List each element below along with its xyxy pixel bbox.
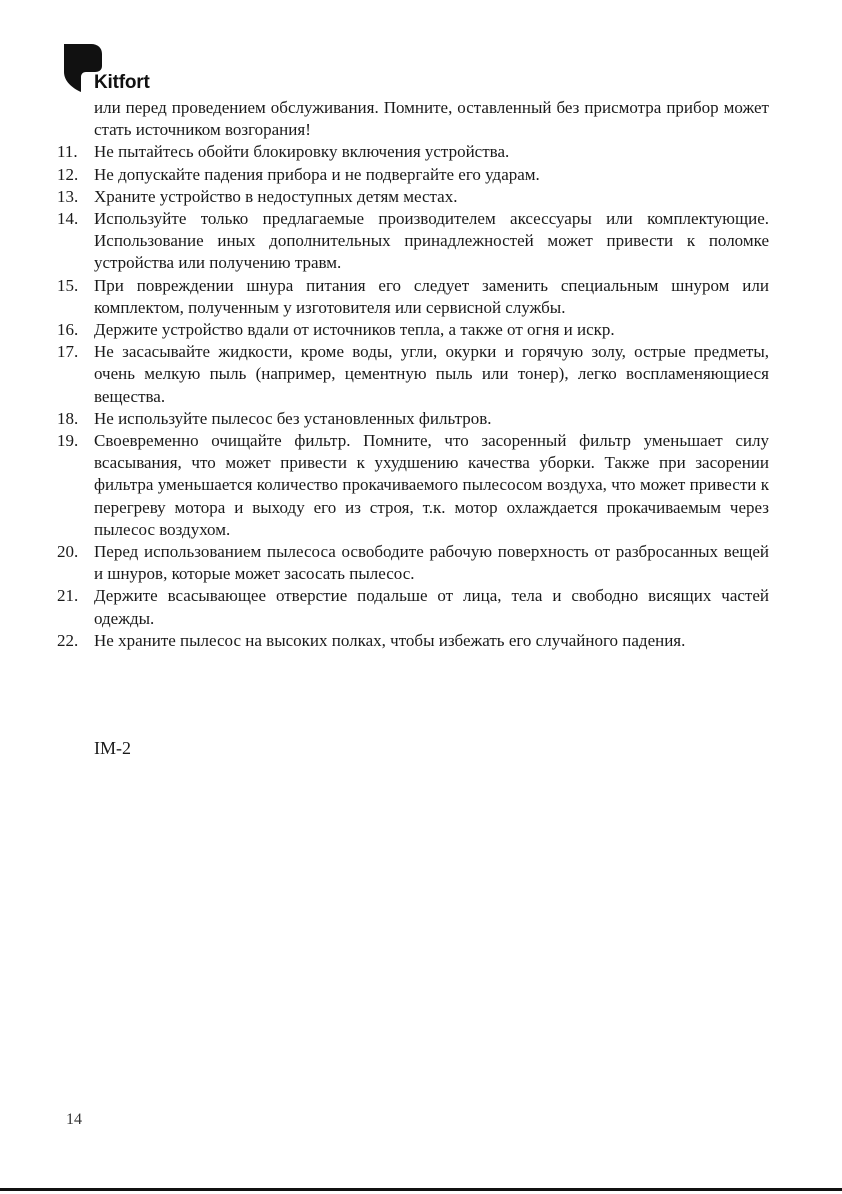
item-text: При повреждении шнура питания его следует заменить специальным шнуром или комплектом, полученным у изготовителя или сервисной службы.: [94, 275, 769, 317]
item-text: Храните устройство в недоступных детям местах.: [94, 186, 458, 206]
list-item: [57, 630, 769, 652]
item-number: 15.: [57, 275, 79, 295]
continued-paragraph: или перед проведением обслуживания. Помните, оставленный без присмотра прибор может стать источником возгорания!: [94, 98, 769, 140]
list-item: [57, 186, 769, 208]
list-item: [57, 408, 769, 430]
brand-name: Kitfort: [94, 72, 150, 93]
list-item: [57, 541, 769, 585]
item-number: 14.: [57, 209, 79, 229]
item-text: Не пытайтесь обойти блокировку включения устройства.: [94, 142, 510, 162]
page-bottom-divider: [0, 1188, 842, 1191]
item-number: 16.: [57, 320, 79, 340]
item-number: 11.: [57, 142, 78, 162]
item-number: 20.: [57, 542, 79, 562]
item-text: Не допускайте падения прибора и не подвергайте его ударам.: [94, 164, 540, 184]
list-item: [57, 430, 769, 541]
list-item: [57, 164, 769, 186]
list-item: [57, 208, 769, 275]
list-item: [57, 141, 769, 163]
page-number: 14: [66, 1111, 82, 1128]
item-text: Не используйте пылесос без установленных фильтров.: [94, 408, 492, 428]
item-number: 13.: [57, 186, 79, 206]
item-text: Не засасывайте жидкости, кроме воды, угли, окурки и горячую золу, острые предметы, очень мелкую пыль (например, цементную пыль или тонер), легко воспламеняющиеся вещества.: [94, 342, 769, 406]
model-code: IM-2: [94, 738, 131, 758]
item-text: Не храните пылесос на высоких полках, чтобы избежать его случайного падения.: [94, 630, 686, 650]
list-item: [57, 275, 769, 319]
item-text: Держите всасывающее отверстие подальше от лица, тела и свободно висящих частей одежды.: [94, 586, 769, 628]
item-number: 19.: [57, 431, 79, 451]
item-number: 12.: [57, 164, 79, 184]
item-number: 21.: [57, 586, 79, 606]
item-text: Перед использованием пылесоса освободите рабочую поверхность от разбросанных вещей и шнуров, которые может засосать пылесос.: [94, 542, 769, 584]
list-item: [57, 341, 769, 408]
instructions-list: [57, 97, 769, 652]
item-number: 18.: [57, 408, 79, 428]
list-item: [57, 585, 769, 629]
list-item: [57, 319, 769, 341]
brand-logo: [64, 44, 174, 96]
item-text: Используйте только предлагаемые производителем аксессуары или комплектующие. Использование иных дополнительных принадлежностей может привести к поломке устройства или получению травм.: [94, 209, 769, 273]
item-number: 22.: [57, 630, 79, 650]
item-text: Держите устройство вдали от источников тепла, а также от огня и искр.: [94, 320, 615, 340]
item-number: 17.: [57, 342, 79, 362]
item-text: Своевременно очищайте фильтр. Помните, что засоренный фильтр уменьшает силу всасывания, что может привести к ухудшению качества уборки. Также при засорении фильтра уменьшается количество прокачиваемого пылесосом воздуха, что может привести к перегреву мотора и выходу его из строя, т.к. мотор охлаждается прокачиваемым через пылесос воздухом.: [94, 431, 769, 539]
